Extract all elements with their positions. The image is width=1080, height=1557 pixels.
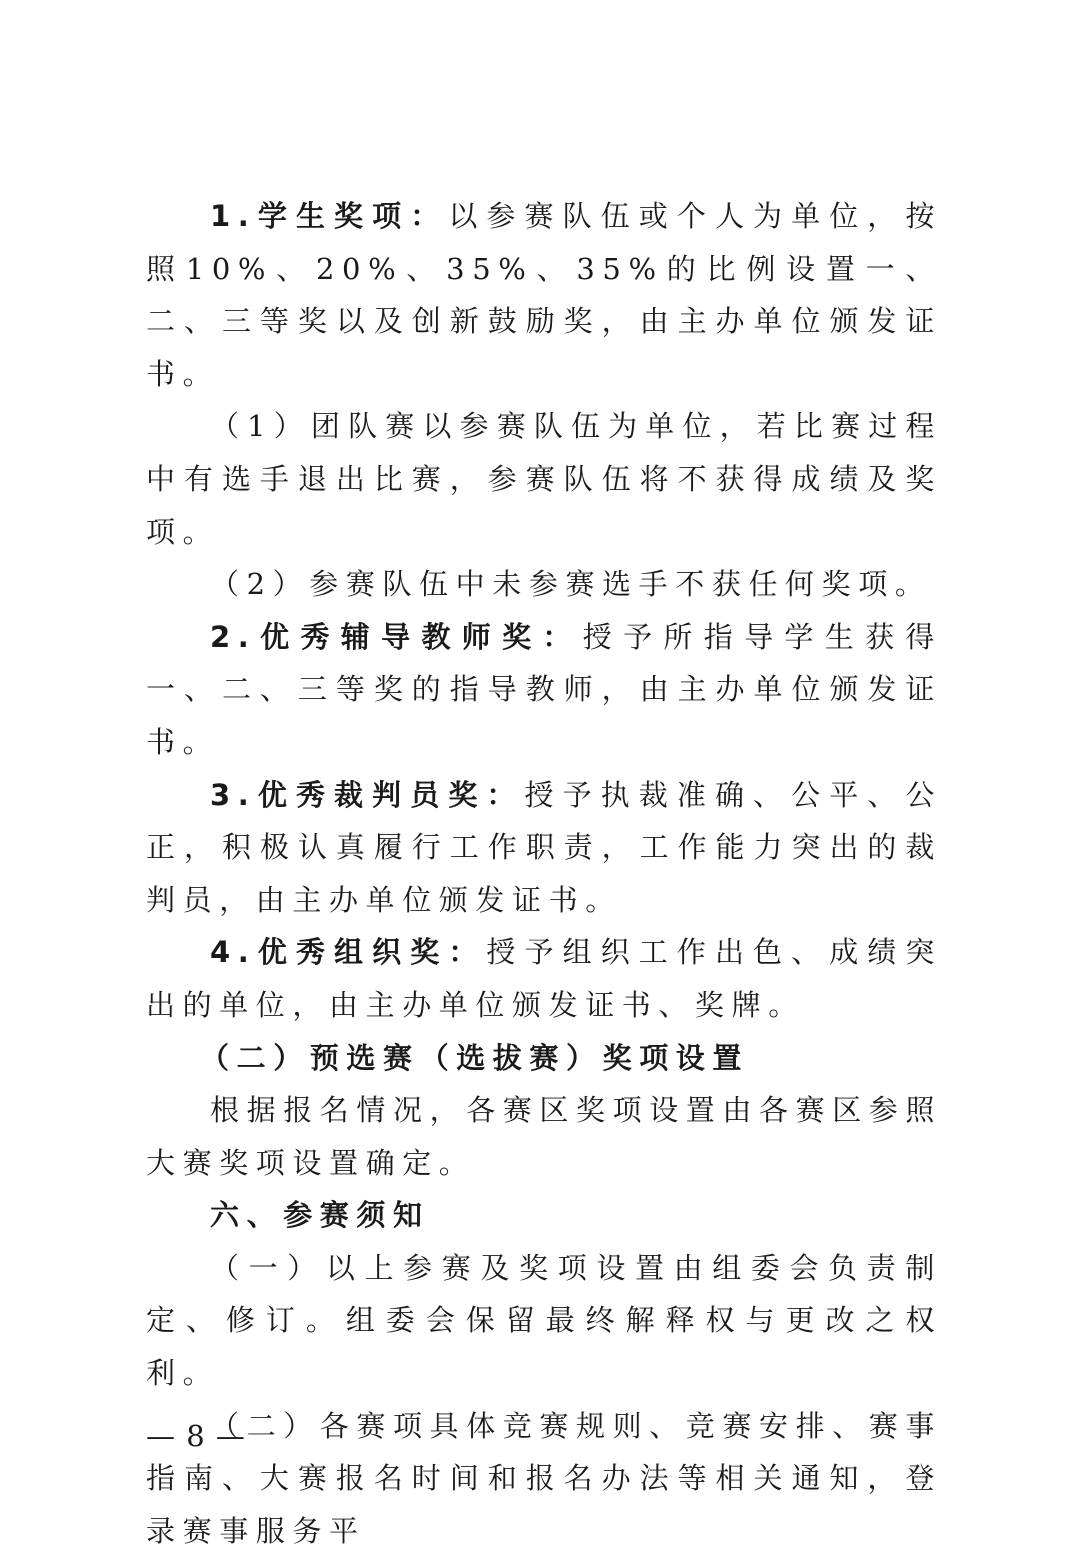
paragraph-teacher-award	[146, 611, 942, 769]
paragraph-lead: 3.优秀裁判员奖：	[210, 777, 525, 812]
paragraph-text: （2）参赛队伍中未参赛选手不获任何奖项。	[210, 567, 932, 602]
paragraph-text: 以参赛队伍或个人为单位，按照10%、20%、35%、35%的比例设置一、二、三等奖以及创新鼓励奖，由主办单位颁发证书。	[146, 199, 942, 391]
paragraph-text: 授予执裁准确、公平、公正，积极认真履行工作职责，工作能力突出的裁判员，由主办单位颁发证书。	[146, 777, 942, 917]
paragraph-lead: 1.学生奖项：	[210, 199, 449, 233]
paragraph-organization-award	[146, 926, 942, 1031]
paragraph-student-awards	[146, 190, 942, 400]
subheading-preliminary-awards: （二）预选赛（选拔赛）奖项设置	[200, 1040, 750, 1075]
paragraph-text: 授予所指导学生获得一、二、三等奖的指导教师，由主办单位颁发证书。	[146, 619, 942, 759]
paragraph-referee-award	[146, 769, 942, 927]
paragraph-preliminary-awards: 根据报名情况，各赛区奖项设置由各赛区参照大赛奖项设置确定。	[146, 1093, 943, 1180]
paragraph-team-rule	[146, 400, 942, 558]
paragraph-non-participant-rule	[146, 558, 942, 611]
paragraph-text: （1）团队赛以参赛队伍为单位，若比赛过程中有选手退出比赛，参赛队伍将不获得成绩及奖项。	[146, 409, 942, 549]
document-body	[146, 190, 942, 1557]
section-heading-notice: 六、参赛须知	[210, 1198, 430, 1233]
paragraph-lead: 4.优秀组织奖：	[210, 935, 487, 970]
paragraph-notice-1: （一）以上参赛及奖项设置由组委会负责制定、修订。组委会保留最终解释权与更改之权利。	[146, 1250, 942, 1391]
page-number: — 8 —	[146, 1419, 246, 1453]
paragraph-lead: 2.优秀辅导教师奖：	[210, 619, 583, 654]
paragraph-text: 授予组织工作出色、成绩突出的单位，由主办单位颁发证书、奖牌。	[146, 935, 942, 1022]
paragraph-notice-2: （二）各赛项具体竞赛规则、竞赛安排、赛事指南、大赛报名时间和报名办法等相关通知，登录赛事服务平	[146, 1408, 943, 1548]
